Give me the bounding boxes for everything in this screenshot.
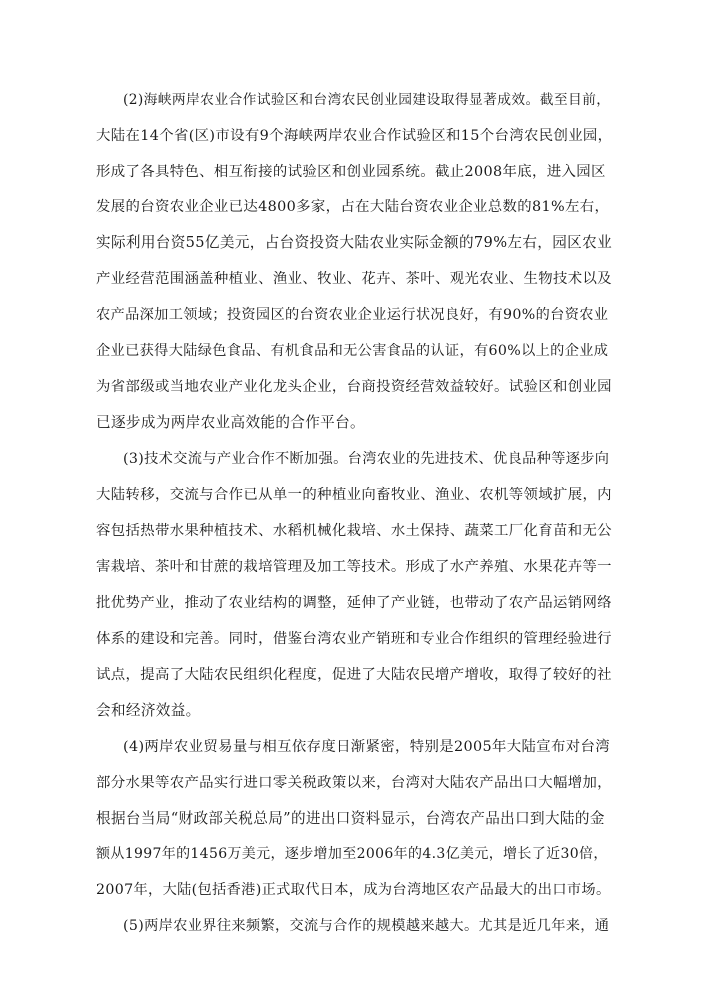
text-line: 发展的台资农业企业已达4800多家，占在大陆台资农业企业总数的81%左右， <box>96 199 610 215</box>
text-line: 根据台当局“财政部关税总局”的进出口资料显示，台湾农产品出口到大陆的金 <box>96 810 605 827</box>
text-line: 额从1997年的1456万美元，逐步增加至2006年的4.3亿美元，增长了近30倍， <box>96 846 608 862</box>
text-line: 大陆在14个省(区)市设有9个海峡两岸农业合作试验区和15个台湾农民创业园， <box>96 128 613 144</box>
text-line: 2007年，大陆(包括香港)正式取代日本，成为台湾地区农产品最大的出口市场。 <box>96 882 611 898</box>
text-line: 批优势产业，推动了农业结构的调整，延伸了产业链，也带动了农产品运销网络 <box>96 595 612 611</box>
text-line: (3)技术交流与产业合作不断加强。台湾农业的先进技术、优良品种等逐步向 <box>123 451 610 467</box>
text-line: 部分水果等农产品实行进口零关税政策以来，台湾对大陆农产品出口大幅增加， <box>96 775 612 791</box>
text-line: 已逐步成为两岸农业高效能的合作平台。 <box>96 414 365 431</box>
text-line: (5)两岸农业界往来频繁，交流与合作的规模越来越大。尤其是近几年来，通 <box>123 918 610 934</box>
text-line: 农产品深加工领域；投资园区的台资农业企业运行状况良好，有90%的台资农业 <box>96 307 609 323</box>
text-line: 容包括热带水果种植技术、水稻机械化栽培、水土保持、蔬菜工厂化育苗和无公 <box>96 523 612 539</box>
text-line: 会和经济效益。 <box>96 702 201 719</box>
text-line: 实际利用台资55亿美元，占台资投资大陆农业实际金额的79%左右，园区农业 <box>96 234 613 251</box>
text-line: 企业已获得大陆绿色食品、有机食品和无公害食品的认证，有60%以上的企业成 <box>96 343 609 359</box>
text-line: (2)海峡两岸农业合作试验区和台湾农民创业园建设取得显著成效。截至目前， <box>123 92 611 108</box>
text-line: 大陆转移，交流与合作已从单一的种植业向畜牧业、渔业、农机等领域扩展，内 <box>96 487 612 503</box>
text-line: 害栽培、茶叶和甘蔗的栽培管理及加工等技术。形成了水产养殖、水果花卉等一 <box>96 559 612 575</box>
text-line: 形成了各具特色、相互衔接的试验区和创业园系统。截止2008年底，进入园区 <box>96 164 606 180</box>
text-line: 体系的建设和完善。同时，借鉴台湾农业产销班和专业合作组织的管理经验进行 <box>96 631 612 647</box>
text-line: (4)两岸农业贸易量与相互依存度日渐紧密，特别是2005年大陆宣布对台湾 <box>123 739 610 755</box>
text-line: 为省部级或当地农业产业化龙头企业，台商投资经营效益较好。试验区和创业园 <box>96 379 612 395</box>
text-line: 试点，提高了大陆农民组织化程度，促进了大陆农民增产增收，取得了较好的社 <box>96 667 612 683</box>
text-line: 产业经营范围涵盖种植业、渔业、牧业、花卉、茶叶、观光农业、生物技术以及 <box>96 271 612 287</box>
